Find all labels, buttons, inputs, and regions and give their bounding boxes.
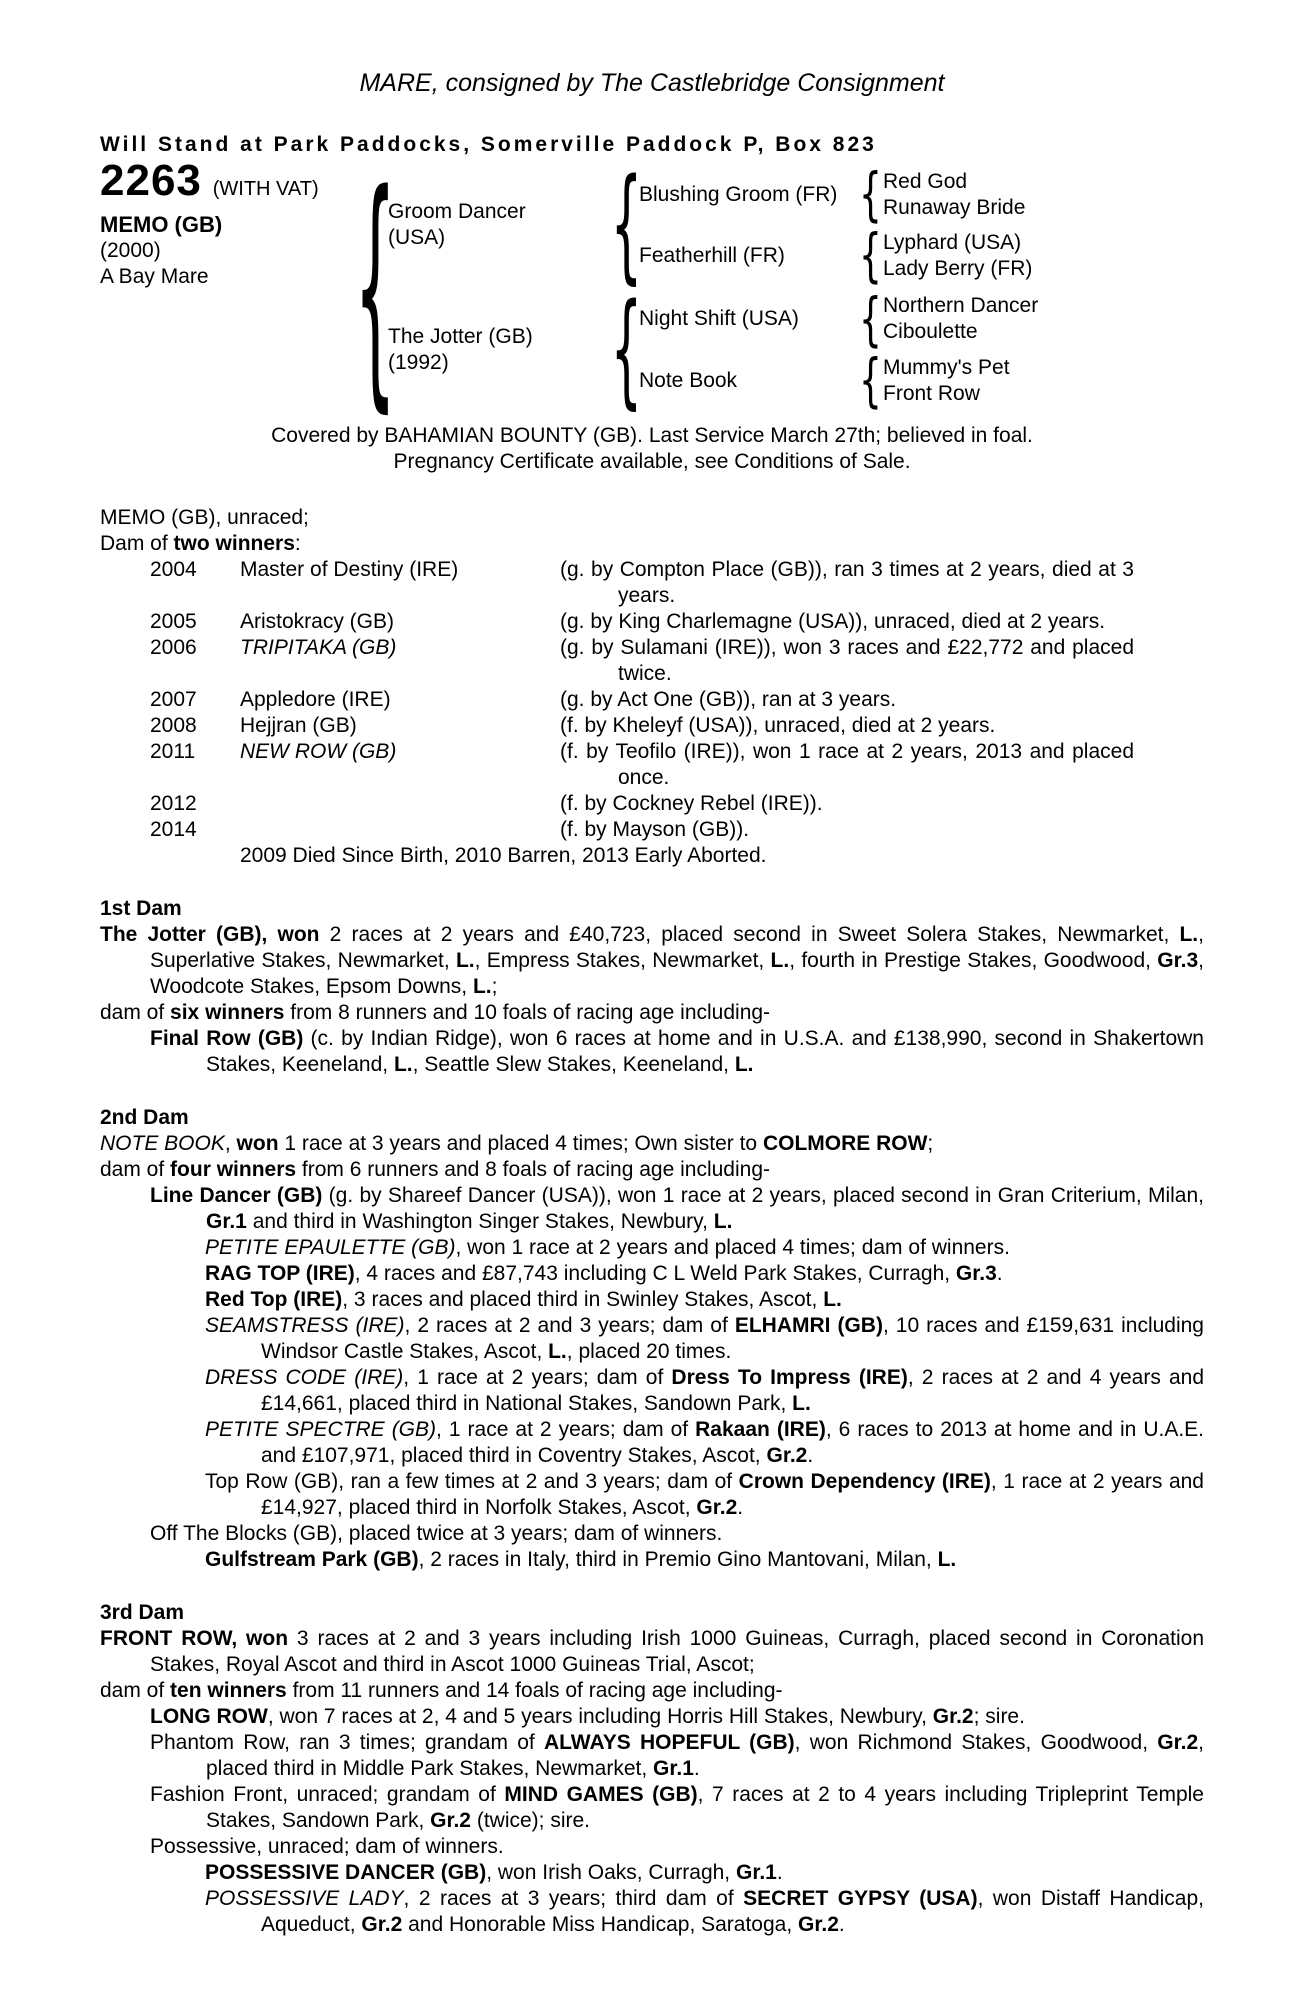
text-segment: PETITE EPAULETTE (GB) — [205, 1236, 456, 1260]
text-segment: , placed 20 times. — [566, 1340, 732, 1364]
text-segment: Gulfstream Park (GB) — [205, 1548, 419, 1572]
text-segment: L. — [770, 949, 790, 973]
pedigree-paragraph — [205, 1547, 1204, 1573]
produce-year: 2005 — [150, 610, 197, 634]
text-segment: , Superlative Stakes, Newmarket, — [150, 923, 1204, 973]
pedigree-paragraph — [205, 1235, 1204, 1261]
produce-name — [240, 557, 560, 609]
pedigree-brace-icon: { — [858, 221, 882, 290]
dam-name-line2: (1992) — [388, 351, 449, 375]
produce-row — [150, 739, 1134, 791]
granddam-row — [639, 346, 1038, 415]
pedigree-paragraph — [150, 1521, 1204, 1547]
text-segment: , Empress Stakes, Newmarket, — [474, 949, 771, 973]
text-segment: ; sire. — [973, 1705, 1025, 1729]
grandsire-name: Blushing Groom (FR) — [639, 182, 838, 206]
pedigree-paragraph — [100, 1131, 1204, 1157]
produce-intro — [100, 505, 1204, 557]
pedigree-paragraph — [205, 1469, 1204, 1521]
text-segment: , Seattle Slew Stakes, Keeneland, — [412, 1053, 735, 1077]
mare-race-record — [100, 505, 1204, 531]
pedigree-paragraph — [150, 1730, 1204, 1782]
text-segment: and Honorable Miss Handicap, Saratoga, — [402, 1913, 799, 1937]
text-segment: . — [838, 1913, 845, 1937]
text-segment: , fourth in Prestige Stakes, Goodwood, — [789, 949, 1158, 973]
sire-grandparents — [639, 160, 1033, 290]
text-segment: , won Distaff Handicap, Aqueduct, — [261, 1887, 1204, 1937]
text-segment: two winners — [173, 532, 295, 556]
text-segment: NEW ROW (GB) — [240, 740, 397, 764]
text-segment: 2 races at 2 years and £40,723, placed second in Sweet Solera Stakes, Newmarket, — [319, 923, 1180, 947]
text-segment: Dress To Impress (IRE) — [671, 1366, 908, 1390]
pedigree-tree — [388, 153, 1039, 423]
text-segment: Gr.2 — [696, 1496, 738, 1520]
text-segment: Gr.2 — [798, 1913, 839, 1937]
produce-summary — [100, 531, 1204, 557]
produce-description — [560, 713, 1134, 739]
pedigree-paragraph — [100, 1157, 1204, 1183]
text-segment: L. — [792, 1392, 811, 1416]
text-segment: Gr.3 — [1157, 949, 1199, 973]
text-segment: (g. by Act One (GB)), ran at 3 years. — [560, 688, 897, 712]
pedigree-paragraph — [205, 1287, 1204, 1313]
produce-name — [240, 687, 560, 713]
pedigree-paragraph — [150, 1183, 1204, 1235]
dam-grandparents — [639, 284, 1039, 415]
second-dam-section — [100, 1105, 1204, 1573]
lot-line — [100, 156, 362, 205]
text-segment: POSSESSIVE DANCER (GB) — [205, 1861, 487, 1885]
text-segment: , 2 races at 3 years; third dam of — [403, 1887, 744, 1911]
sire-name-line1: Groom Dancer — [388, 200, 526, 224]
text-segment: , 2 races at 2 and 4 years and £14,661, placed third in National Stakes, Sandown Park, — [261, 1366, 1205, 1416]
text-segment: NOTE BOOK — [100, 1132, 225, 1156]
text-segment: six winners — [170, 1001, 285, 1025]
pedigree-brace-icon: { — [858, 284, 882, 353]
produce-description — [560, 557, 1134, 609]
produce-year: 2006 — [150, 636, 197, 660]
text-segment: Gr.3 — [955, 1262, 997, 1286]
text-segment: COLMORE ROW — [762, 1132, 928, 1156]
text-segment: Appledore (IRE) — [240, 688, 391, 712]
sire-name-line2: (USA) — [388, 226, 446, 250]
text-segment: (f. by Cockney Rebel (IRE)). — [560, 792, 823, 816]
pedigree-brace-icon: { — [354, 140, 396, 434]
text-segment: , 3 races and placed third in Swinley Stakes, Ascot, — [342, 1288, 824, 1312]
pedigree-paragraph — [150, 1834, 1204, 1860]
text-segment: 3 races at 2 and 3 years including Irish 1000 Guineas, Curragh, placed second in Coronation Stakes, Royal Ascot and third in Ascot 1000 Guineas Trial, Ascot; — [150, 1627, 1205, 1677]
text-segment: L. — [393, 1053, 413, 1077]
text-segment: DRESS CODE (IRE) — [205, 1366, 404, 1390]
pedigree-paragraph — [100, 1626, 1204, 1678]
text-segment: from 6 runners and 8 foals of racing age including- — [296, 1158, 770, 1182]
text-segment: , 7 races at 2 to 4 years including Tripleprint Temple Stakes, Sandown Park, — [206, 1783, 1204, 1833]
great-granddam-name: Front Row — [883, 381, 980, 405]
text-segment: Line Dancer (GB) — [150, 1184, 323, 1208]
produce-year: 2011 — [150, 740, 196, 764]
text-segment: (f. by Mayson (GB)). — [560, 818, 750, 842]
great-granddam-name: Lady Berry (FR) — [883, 257, 1033, 281]
text-segment: (f. by Teofilo (IRE)), won 1 race at 2 years, 2013 and placed once. — [560, 740, 1134, 790]
text-segment: , — [224, 1132, 237, 1156]
sire-half — [388, 153, 1038, 298]
text-segment: . — [776, 1861, 783, 1885]
text-segment: (f. by Kheleyf (USA)), unraced, died at 2 years. — [560, 714, 996, 738]
pedigree-paragraph — [205, 1365, 1204, 1417]
text-segment: 1 race at 3 years and placed 4 times; Own sister to — [278, 1132, 763, 1156]
text-segment: Possessive, unraced; dam of winners. — [150, 1835, 504, 1859]
text-segment: , 10 races and £159,631 including Windsor Castle Stakes, Ascot, — [261, 1314, 1204, 1364]
produce-row — [150, 687, 1134, 713]
great-grandsire-name: Red God — [883, 169, 968, 193]
text-segment: , won Irish Oaks, Curragh, — [486, 1861, 736, 1885]
text-segment: four winners — [170, 1158, 297, 1182]
lot-vat-note: (WITH VAT) — [212, 178, 319, 200]
produce-row — [150, 609, 1134, 635]
produce-row — [150, 557, 1134, 609]
covering-details — [100, 423, 1204, 475]
text-segment: ; — [927, 1132, 934, 1156]
pedigree-brace-icon: { — [610, 278, 642, 423]
lot-info — [100, 156, 362, 407]
text-segment: POSSESSIVE LADY — [205, 1887, 404, 1911]
pedigree-paragraph — [205, 1417, 1204, 1469]
horse-foaling-year: (2000) — [100, 239, 161, 262]
great-granddam-name: Ciboulette — [883, 320, 978, 344]
text-segment: Off The Blocks (GB), placed twice at 3 years; dam of winners. — [150, 1522, 723, 1546]
produce-footnote: 2009 Died Since Birth, 2010 Barren, 2013 Early Aborted. — [240, 844, 767, 868]
produce-name — [240, 713, 560, 739]
text-segment: FRONT ROW, won — [100, 1627, 289, 1651]
text-segment: Hejjran (GB) — [240, 714, 357, 738]
text-segment: PETITE SPECTRE (GB) — [205, 1418, 437, 1442]
produce-description — [560, 687, 1134, 713]
produce-name — [240, 817, 560, 843]
text-segment: Gr.2 — [766, 1444, 808, 1468]
text-segment: Dam of — [100, 532, 174, 556]
text-segment: . — [807, 1444, 814, 1468]
text-segment: ELHAMRI (GB) — [734, 1314, 883, 1338]
section-paragraphs — [100, 1131, 1204, 1573]
produce-year: 2012 — [150, 792, 197, 816]
produce-description — [560, 635, 1134, 687]
text-segment: dam of — [100, 1679, 171, 1703]
pedigree-brace-icon: { — [858, 160, 882, 228]
produce-row — [150, 713, 1134, 739]
text-segment: Gr.2 — [430, 1809, 471, 1833]
text-segment: The Jotter (GB), won — [100, 923, 320, 947]
text-segment: , won 7 races at 2, 4 and 5 years including Horris Hill Stakes, Newbury, — [267, 1705, 933, 1729]
produce-name — [240, 635, 560, 687]
section-heading: 3rd Dam — [100, 1601, 185, 1625]
great-grandsire-name: Mummy's Pet — [883, 355, 1010, 379]
text-segment: , won Richmond Stakes, Goodwood, — [794, 1731, 1158, 1755]
text-segment: Rakaan (IRE) — [695, 1418, 826, 1442]
text-segment: MEMO (GB), unraced; — [100, 506, 309, 530]
great-grandsire-name: Northern Dancer — [883, 294, 1039, 318]
text-segment: (twice); sire. — [471, 1809, 591, 1833]
produce-year: 2004 — [150, 558, 197, 582]
text-segment: , placed third in Middle Park Stakes, Newmarket, — [206, 1731, 1205, 1781]
great-grandparents — [883, 355, 1010, 407]
text-segment: Master of Destiny (IRE) — [240, 558, 459, 582]
text-segment: Gr.2 — [932, 1705, 974, 1729]
text-segment: Crown Dependency (IRE) — [738, 1470, 991, 1494]
text-segment: , 1 race at 2 years; dam of — [403, 1366, 672, 1390]
text-segment: , 1 race at 2 years and £14,927, placed third in Norfolk Stakes, Ascot, — [261, 1470, 1204, 1520]
lot-number: 2263 — [100, 156, 202, 205]
pedigree-paragraph — [205, 1313, 1204, 1365]
text-segment: dam of — [100, 1158, 171, 1182]
produce-year: 2007 — [150, 688, 197, 712]
granddam-name: Featherhill (FR) — [639, 244, 785, 268]
sire-name — [388, 199, 613, 251]
pedigree-paragraph — [150, 1704, 1204, 1730]
text-segment: Gr.1 — [735, 1861, 777, 1885]
text-segment: L. — [823, 1288, 842, 1312]
great-grandsire-name: Lyphard (USA) — [883, 231, 1022, 255]
pedigree-paragraph — [205, 1886, 1204, 1938]
pedigree-brace-icon: { — [610, 153, 642, 298]
covered-line: Covered by BAHAMIAN BOUNTY (GB). Last Service March 27th; believed in foal. — [271, 424, 1033, 448]
text-segment: dam of — [100, 1001, 171, 1025]
text-segment: , 2 races in Italy, third in Premio Gino Mantovani, Milan, — [418, 1548, 938, 1572]
pedigree-paragraph — [100, 1678, 1204, 1704]
text-segment: TRIPITAKA (GB) — [240, 636, 397, 660]
pedigree-paragraph — [100, 1000, 1204, 1026]
text-segment: won — [236, 1132, 279, 1156]
text-segment: ; — [491, 975, 498, 999]
produce-year: 2008 — [150, 714, 197, 738]
produce-name — [240, 739, 560, 791]
consignment-title: MARE, consigned by The Castlebridge Consignment — [359, 69, 945, 97]
text-segment: , Woodcote Stakes, Epsom Downs, — [150, 949, 1205, 999]
produce-row — [150, 817, 1134, 843]
section-heading: 1st Dam — [100, 897, 182, 921]
text-segment: ten winners — [170, 1679, 287, 1703]
text-segment: : — [294, 532, 301, 556]
text-segment: Aristokracy (GB) — [240, 610, 395, 634]
text-segment: L. — [734, 1053, 754, 1077]
text-segment: . — [996, 1262, 1003, 1286]
granddam-name: Note Book — [639, 368, 738, 392]
text-segment: Phantom Row, ran 3 times; grandam of — [150, 1731, 544, 1755]
produce-row — [150, 635, 1134, 687]
produce-row — [150, 791, 1134, 817]
text-segment: , 4 races and £87,743 including C L Weld Park Stakes, Curragh, — [354, 1262, 956, 1286]
great-grandparents — [883, 230, 1032, 282]
text-segment: L. — [713, 1210, 733, 1234]
text-segment: ALWAYS HOPEFUL (GB) — [543, 1731, 795, 1755]
text-segment: (c. by Indian Ridge), won 6 races at home and in U.S.A. and £138,990, second in Shakertown Stakes, Keeneland, — [206, 1027, 1204, 1077]
section-heading: 2nd Dam — [100, 1106, 189, 1130]
text-segment: L. — [1179, 923, 1199, 947]
text-segment: Fashion Front, unraced; grandam of — [150, 1783, 505, 1807]
pedigree-paragraph — [150, 1026, 1204, 1078]
grandsire-row — [639, 160, 1032, 228]
section-paragraphs — [100, 922, 1204, 1078]
produce-description — [560, 791, 1134, 817]
text-segment: L. — [937, 1548, 957, 1572]
text-segment: Top Row (GB), ran a few times at 2 and 3 years; dam of — [205, 1470, 739, 1494]
text-segment: . — [737, 1496, 744, 1520]
text-segment: MIND GAMES (GB) — [504, 1783, 698, 1807]
produce-year: 2014 — [150, 818, 197, 842]
horse-description: A Bay Mare — [100, 265, 209, 288]
text-segment: RAG TOP (IRE) — [205, 1262, 355, 1286]
produce-record-table — [150, 557, 1134, 843]
pregnancy-certificate-line: Pregnancy Certificate available, see Conditions of Sale. — [393, 450, 911, 474]
pedigree-paragraph — [100, 922, 1204, 1000]
granddam-row — [639, 221, 1033, 290]
text-segment: , 1 race at 2 years; dam of — [436, 1418, 696, 1442]
text-segment: L. — [548, 1340, 567, 1364]
text-segment: , 2 races at 2 and 3 years; dam of — [404, 1314, 735, 1338]
text-segment: L. — [472, 975, 492, 999]
produce-description — [560, 817, 1134, 843]
text-segment: from 11 runners and 14 foals of racing age including- — [286, 1679, 783, 1703]
text-segment: Gr.1 — [653, 1757, 694, 1781]
text-segment: Gr.2 — [1157, 1731, 1199, 1755]
text-segment: Gr.2 — [361, 1913, 403, 1937]
produce-description — [560, 739, 1134, 791]
stand-location: Will Stand at Park Paddocks, Somerville Paddock P, Box 823 — [100, 133, 877, 156]
produce-description — [560, 609, 1134, 635]
text-segment: SEAMSTRESS (IRE) — [205, 1314, 405, 1338]
great-grandparents — [883, 293, 1038, 345]
great-granddam-name: Runaway Bride — [883, 195, 1026, 219]
text-segment: Red Top (IRE) — [205, 1288, 343, 1312]
dam-name — [388, 324, 613, 376]
text-segment: (g. by King Charlemagne (USA)), unraced, died at 2 years. — [560, 610, 1106, 634]
pedigree-paragraph — [150, 1782, 1204, 1834]
great-grandparents — [883, 169, 1025, 221]
first-dam-section — [100, 896, 1204, 1078]
text-segment: Final Row (GB) — [150, 1027, 304, 1051]
pedigree-paragraph — [205, 1261, 1204, 1287]
text-segment: Gr.1 — [206, 1210, 247, 1234]
text-segment: LONG ROW — [150, 1705, 268, 1729]
grandsire-row — [639, 284, 1039, 353]
text-segment: (g. by Sulamani (IRE)), won 3 races and £22,772 and placed twice. — [560, 636, 1134, 686]
text-segment: L. — [455, 949, 475, 973]
third-dam-section — [100, 1600, 1204, 1938]
text-segment: from 8 runners and 10 foals of racing age including- — [284, 1001, 771, 1025]
text-segment: SECRET GYPSY (USA) — [743, 1887, 978, 1911]
produce-name — [240, 791, 560, 817]
dam-half — [388, 278, 1039, 423]
horse-name: MEMO (GB) — [100, 212, 223, 237]
grandsire-name: Night Shift (USA) — [639, 307, 799, 331]
text-segment: (g. by Shareef Dancer (USA)), won 1 race at 2 years, placed second in Gran Criterium, Milan, — [322, 1184, 1204, 1208]
pedigree-brace-icon: { — [858, 346, 882, 415]
text-segment: (g. by Compton Place (GB)), ran 3 times at 2 years, died at 3 years. — [560, 558, 1134, 608]
pedigree-paragraph — [205, 1860, 1204, 1886]
text-segment: , 6 races to 2013 at home and in U.A.E. and £107,971, placed third in Coventry Stakes, Ascot, — [261, 1418, 1204, 1468]
text-segment: and third in Washington Singer Stakes, Newbury, — [246, 1210, 714, 1234]
produce-name — [240, 609, 560, 635]
text-segment: . — [693, 1757, 700, 1781]
section-paragraphs — [100, 1626, 1204, 1938]
dam-name-line1: The Jotter (GB) — [388, 325, 533, 349]
text-segment: , won 1 race at 2 years and placed 4 times; dam of winners. — [455, 1236, 1010, 1260]
